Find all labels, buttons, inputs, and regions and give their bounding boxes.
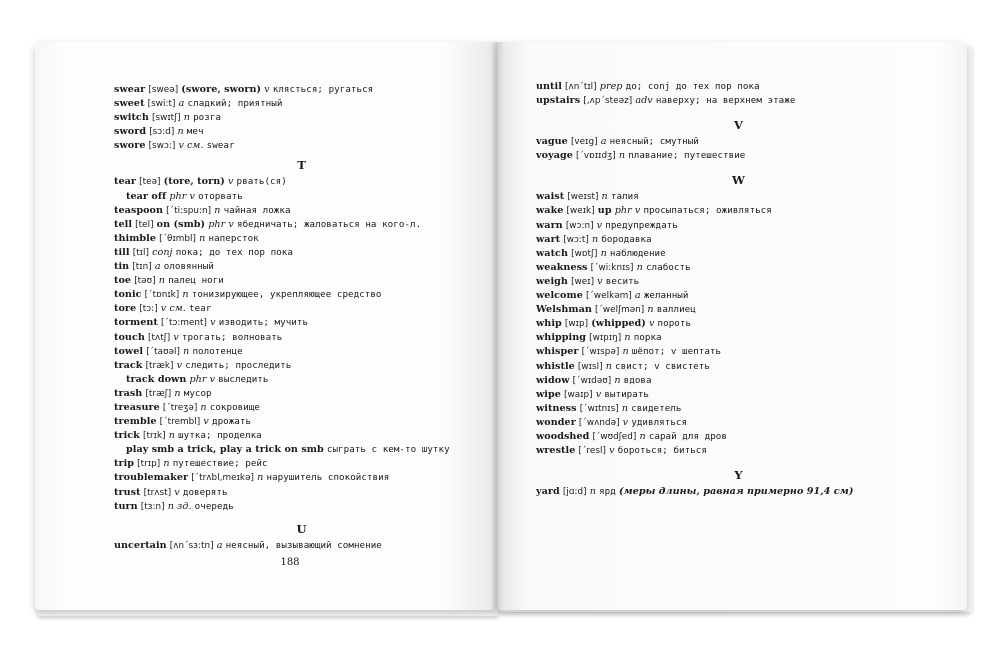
part-of-speech: v см. <box>160 303 186 315</box>
headword: wonder <box>536 416 576 428</box>
translation: tear <box>189 303 212 315</box>
translation: розга <box>193 112 222 124</box>
note: (меры длины, равная примерно 91,4 см) <box>618 486 854 498</box>
grammar-note: (swore, sworn) <box>181 84 262 95</box>
headword: whipping <box>536 332 587 344</box>
transcription: [trɪp] <box>137 459 161 470</box>
dictionary-entry <box>114 139 489 153</box>
transcription: [weɪ] <box>571 276 595 287</box>
transcription: [wɪpɪŋ] <box>589 333 622 344</box>
dictionary-entry <box>114 401 489 415</box>
headword: touch <box>114 331 145 343</box>
dictionary-entry <box>536 135 941 149</box>
translation: весить <box>605 275 640 287</box>
part-of-speech: n <box>636 261 643 273</box>
part-of-speech: a <box>178 98 185 110</box>
transcription: [tʌtʃ] <box>147 332 171 343</box>
part-of-speech: v <box>173 331 179 343</box>
headword: warn <box>536 219 563 231</box>
dictionary-entry <box>114 97 489 111</box>
part-of-speech: n <box>618 150 626 162</box>
headword: troublemaker <box>114 472 189 484</box>
headword: tremble <box>114 416 157 428</box>
transcription: [jɑ:d] <box>562 487 587 498</box>
dictionary-entry <box>536 444 941 458</box>
headword: uncertain <box>114 539 167 551</box>
headword: tonic <box>114 289 142 301</box>
headword: woodshed <box>536 430 590 442</box>
w-entries <box>536 190 941 458</box>
part-of-speech: n <box>589 486 596 498</box>
part-of-speech: n <box>158 275 165 287</box>
translation: изводить; мучить <box>218 317 309 329</box>
dictionary-entry <box>114 232 489 246</box>
part-of-speech: conj <box>152 246 173 258</box>
translation: пока; до тех пор пока <box>175 246 293 258</box>
part-of-speech: n <box>183 112 190 124</box>
transcription: [waɪp] <box>564 389 593 400</box>
transcription: [´trʌbl,meɪkə] <box>191 473 255 484</box>
dictionary-entry <box>114 500 489 514</box>
dictionary-entry <box>536 80 941 94</box>
translation: путешествие; рейс <box>172 458 268 470</box>
grammar-note: up <box>597 205 612 217</box>
translation: очередь <box>194 500 234 512</box>
part-of-speech: n <box>605 360 612 372</box>
transcription: [weɪst] <box>567 192 599 203</box>
dictionary-entry <box>114 302 489 316</box>
dictionary-entry <box>536 331 941 345</box>
transcription: [veɪg] <box>570 137 598 148</box>
part-of-speech: n <box>182 289 189 301</box>
transcription: [´trembl] <box>159 417 201 428</box>
section-heading-t: T <box>297 158 306 173</box>
part-of-speech: v <box>227 176 234 188</box>
headword: weigh <box>536 275 568 287</box>
transcription: [´ti:spu:n] <box>166 205 212 216</box>
headword: play smb a trick, play a trick on smb <box>126 444 324 456</box>
headword: wrestle <box>536 445 576 457</box>
headword: upstairs <box>536 95 581 107</box>
dictionary-entry <box>114 415 489 429</box>
headword: teaspoon <box>114 204 164 216</box>
translation: ябедничать; жаловаться на кого-л. <box>236 218 422 230</box>
part-of-speech: n <box>199 232 206 244</box>
section-heading-w: W <box>732 173 745 188</box>
dictionary-entry <box>114 288 489 302</box>
dictionary-entry <box>114 373 489 387</box>
dictionary-entry <box>536 303 941 317</box>
t-entries <box>114 175 489 513</box>
dictionary-entry <box>114 387 489 401</box>
dictionary-entry <box>114 274 489 288</box>
translation: талия <box>610 191 639 203</box>
transcription: [træk] <box>145 360 174 371</box>
headword: waist <box>536 191 565 203</box>
transcription: [´wʌndə] <box>578 417 620 428</box>
part-of-speech: n <box>600 247 607 259</box>
headword: wipe <box>536 388 561 400</box>
headword: voyage <box>536 150 573 162</box>
transcription: [wɒtʃ] <box>571 248 598 259</box>
transcription: [təʊ] <box>134 276 156 287</box>
headword: tin <box>114 261 130 273</box>
part-of-speech: adv <box>635 95 653 107</box>
dictionary-entry <box>536 289 941 303</box>
dictionary-entry <box>114 246 489 260</box>
headword: track down <box>126 373 187 385</box>
headword: until <box>536 81 562 92</box>
translation: наперсток <box>208 232 259 244</box>
transcription: [tɜ:n] <box>140 501 165 512</box>
translation: сарай для дров <box>648 430 727 442</box>
grammar-note: on (smb) <box>156 218 206 230</box>
translation: клясться; ругаться <box>272 84 374 95</box>
part-of-speech: n <box>183 345 190 357</box>
translation: следить; проследить <box>185 359 292 371</box>
dictionary-entry <box>536 275 941 289</box>
transcription: [´wʊdʃed] <box>592 431 637 442</box>
dictionary-entry <box>536 388 941 402</box>
headword: swore <box>114 140 146 152</box>
headword: yard <box>536 486 560 498</box>
headword: treasure <box>114 401 160 413</box>
part-of-speech: n <box>647 304 654 316</box>
transcription: [,ʌp´steəz] <box>583 96 633 107</box>
translation: неясный; смутный <box>609 136 699 148</box>
part-of-speech: a <box>600 136 607 148</box>
grammar-note: (whipped) <box>591 318 646 330</box>
transcription: [tɪl] <box>132 247 149 258</box>
translation: плавание; путешествие <box>628 150 746 162</box>
headword: whip <box>536 318 562 330</box>
translation: вдова <box>623 374 652 386</box>
headword: torment <box>114 317 158 329</box>
translation: swear <box>206 140 235 152</box>
translation: сладкий; приятный <box>187 98 283 110</box>
translation: выследить <box>218 373 269 385</box>
transcription: [swɪtʃ] <box>151 113 181 124</box>
headword: towel <box>114 345 144 357</box>
dictionary-entry <box>536 317 941 331</box>
part-of-speech: n <box>621 402 629 414</box>
part-of-speech: n <box>622 346 629 358</box>
translation: слабость <box>645 261 691 273</box>
part-of-speech: v <box>264 84 270 95</box>
dictionary-entry <box>114 316 489 330</box>
section-heading-y: Y <box>734 468 743 483</box>
dictionary-entry <box>114 125 489 139</box>
translation: предупреждать <box>605 219 678 231</box>
transcription: [´treʒə] <box>162 402 198 413</box>
grammar-note: (tore, torn) <box>163 176 225 188</box>
dictionary-entry <box>114 359 489 373</box>
transcription: [teə] <box>139 177 161 188</box>
dictionary-entry <box>536 233 941 247</box>
translation: чайная ложка <box>223 204 291 216</box>
part-of-speech: n <box>177 126 184 138</box>
translation: доверять <box>182 486 228 498</box>
translation: шёпот; v шептать <box>631 346 722 358</box>
part-of-speech: phr v <box>169 190 195 202</box>
transcription: [wɔ:n] <box>565 220 594 231</box>
headword: tear <box>114 176 137 188</box>
dictionary-entry <box>536 402 941 416</box>
translation: рвать(ся) <box>236 176 287 188</box>
dictionary-entry <box>536 430 941 444</box>
translation: сокровище <box>209 401 260 413</box>
dictionary-entry <box>536 261 941 275</box>
translation: сыграть с кем-то шутку <box>326 444 450 456</box>
y-entries <box>536 485 941 499</box>
transcription: [´tɒnɪk] <box>144 290 180 301</box>
translation: шутка; проделка <box>178 430 262 442</box>
part-of-speech: v <box>203 416 209 428</box>
translation: меч <box>186 126 204 138</box>
dictionary-entry <box>114 443 489 457</box>
translation: неясный, вызывающий сомнение <box>225 539 382 551</box>
transcription: [´tɔ:ment] <box>161 318 208 329</box>
dictionary-entry <box>114 83 489 97</box>
headword: trick <box>114 430 140 442</box>
part-of-speech: v <box>176 359 183 371</box>
transcription: [´welʃmən] <box>594 305 645 316</box>
translation: мусор <box>183 387 212 399</box>
transcription: [´resl] <box>578 446 606 457</box>
part-of-speech: n <box>624 332 631 344</box>
dictionary-entry <box>114 331 489 345</box>
headword: sword <box>114 126 147 138</box>
dictionary-entry <box>536 219 941 233</box>
transcription: [´taʊəl] <box>146 346 180 357</box>
part-of-speech: n <box>639 430 646 442</box>
translation: палец ноги <box>168 275 224 287</box>
transcription: [weɪk] <box>566 206 595 217</box>
page-number: 188 <box>280 557 300 568</box>
part-of-speech: phr v <box>189 373 216 385</box>
transcription: [tɪn] <box>132 262 152 273</box>
u-continued-entries <box>536 80 941 108</box>
transcription: [træʃ] <box>145 388 172 399</box>
transcription: [swi:t] <box>147 99 176 110</box>
dictionary-entry <box>536 360 941 374</box>
translation: свидетель <box>631 402 682 414</box>
translation: оторвать <box>198 190 243 202</box>
headword: switch <box>114 112 149 124</box>
dictionary-entry <box>114 260 489 274</box>
dictionary-entry <box>114 175 489 189</box>
transcription: [´wɪspə] <box>581 347 620 358</box>
headword: welcome <box>536 290 583 302</box>
headword: witness <box>536 402 577 414</box>
transcription: [tel] <box>135 219 154 230</box>
headword: sweet <box>114 98 145 110</box>
dictionary-entry <box>536 416 941 430</box>
translation: пороть <box>657 318 692 330</box>
left-column <box>114 83 489 553</box>
translation: оловянный <box>163 261 214 273</box>
headword: turn <box>114 500 138 512</box>
translation: просыпаться; оживляться <box>643 205 772 217</box>
headword: wake <box>536 205 564 217</box>
dictionary-entry <box>536 204 941 218</box>
dictionary-entry <box>114 471 489 485</box>
transcription: [ʌn´sɜ:tn] <box>169 540 214 551</box>
translation: желанный <box>643 290 689 302</box>
translation: тонизирующее, укрепляющее средство <box>191 289 382 301</box>
translation: наблюдение <box>609 247 666 259</box>
transcription: [wɪp] <box>564 319 589 330</box>
transcription: [trɪk] <box>142 431 166 442</box>
dictionary-entry <box>114 111 489 125</box>
part-of-speech: v <box>622 416 629 428</box>
headword: whistle <box>536 360 575 372</box>
part-of-speech: n <box>214 204 221 216</box>
part-of-speech: v <box>595 388 602 400</box>
part-of-speech: n <box>592 233 599 245</box>
headword: Welshman <box>536 304 592 316</box>
translation: валлиец <box>656 304 696 316</box>
transcription: [´wi:knɪs] <box>590 262 634 273</box>
translation: удивляться <box>631 416 688 428</box>
part-of-speech: v <box>648 318 655 330</box>
left-top-entries <box>114 83 489 153</box>
headword: trip <box>114 458 135 470</box>
headword: trash <box>114 387 143 399</box>
part-of-speech: n <box>257 472 264 484</box>
transcription: [tɔ:] <box>139 304 158 315</box>
part-of-speech: v <box>210 317 216 329</box>
part-of-speech: n <box>601 191 608 203</box>
transcription: [´welkəm] <box>585 291 632 302</box>
headword: till <box>114 246 130 258</box>
headword: weakness <box>536 261 588 273</box>
section-heading-v: V <box>734 118 743 133</box>
headword: tear off <box>126 190 167 202</box>
dictionary-entry <box>114 539 489 553</box>
headword: whisper <box>536 346 579 358</box>
part-of-speech: v <box>596 219 603 231</box>
transcription: [´θɪmbl] <box>159 233 197 244</box>
transcription: [sweə] <box>148 85 179 95</box>
dictionary-entry <box>114 204 489 218</box>
dictionary-entry <box>536 247 941 261</box>
dictionary-entry <box>114 457 489 471</box>
headword: swear <box>114 84 146 95</box>
transcription: [´vɒɪɪdʒ] <box>576 151 616 162</box>
transcription: [wɔ:t] <box>563 234 589 245</box>
translation: трогать; волновать <box>181 331 283 343</box>
dictionary-entry <box>536 190 941 204</box>
v-entries <box>536 135 941 163</box>
transcription: [wɪsl] <box>577 361 603 372</box>
part-of-speech: n <box>614 374 621 386</box>
part-of-speech: n <box>174 387 181 399</box>
dictionary-entry <box>536 345 941 359</box>
translation: нарушитель спокойствия <box>266 472 390 484</box>
translation: вытирать <box>604 388 649 400</box>
part-of-speech: a <box>216 539 223 551</box>
part-of-speech: v <box>597 275 603 287</box>
headword: widow <box>536 374 570 386</box>
dictionary-entry <box>114 218 489 232</box>
part-of-speech: v <box>174 486 180 498</box>
transcription: [´wɪtnɪs] <box>579 403 619 414</box>
part-of-speech: phr v <box>614 205 641 217</box>
translation: наверху; на верхнем этаже <box>655 95 796 107</box>
book-gutter <box>490 42 504 610</box>
headword: thimble <box>114 232 157 244</box>
headword: trust <box>114 486 141 498</box>
part-of-speech: n <box>168 430 175 442</box>
dictionary-entry <box>536 485 941 499</box>
headword: toe <box>114 275 132 287</box>
part-of-speech: n <box>163 458 170 470</box>
translation: свист; v свистеть <box>615 360 710 372</box>
translation: до; conj до тех пор пока <box>625 81 760 92</box>
transcription: [swɔ:] <box>148 141 176 152</box>
transcription: [trʌst] <box>143 487 172 498</box>
dictionary-entry <box>536 94 941 108</box>
dictionary-entry <box>114 190 489 204</box>
transcription: [´wɪdəʊ] <box>572 375 612 386</box>
translation: полотенце <box>192 345 243 357</box>
dictionary-entry <box>536 374 941 388</box>
transcription: [ʌn´tɪl] <box>565 82 597 92</box>
translation: дрожать <box>211 416 252 428</box>
part-of-speech: v см. <box>178 140 204 152</box>
part-of-speech: v <box>609 445 615 457</box>
headword: tell <box>114 218 133 230</box>
part-of-speech: n <box>200 401 207 413</box>
translation: ярд <box>599 486 616 498</box>
transcription: [sɔ:d] <box>149 127 175 138</box>
headword: track <box>114 359 143 371</box>
part-of-speech: prep <box>599 81 623 92</box>
part-of-speech: a <box>154 261 161 273</box>
u-entries <box>114 539 489 553</box>
translation: порка <box>633 332 662 344</box>
part-of-speech: phr v <box>208 218 234 230</box>
headword: watch <box>536 247 568 259</box>
dictionary-entry <box>114 486 489 500</box>
dictionary-entry <box>536 149 941 163</box>
dictionary-entry <box>114 429 489 443</box>
translation: бородавка <box>601 233 652 245</box>
part-of-speech: a <box>634 290 641 302</box>
headword: tore <box>114 303 137 315</box>
part-of-speech: n зд. <box>167 500 192 512</box>
dictionary-entry <box>114 345 489 359</box>
section-heading-u: U <box>296 521 307 536</box>
headword: wart <box>536 233 561 245</box>
translation: бороться; биться <box>617 445 707 457</box>
right-column <box>536 80 941 499</box>
headword: vague <box>536 136 568 148</box>
